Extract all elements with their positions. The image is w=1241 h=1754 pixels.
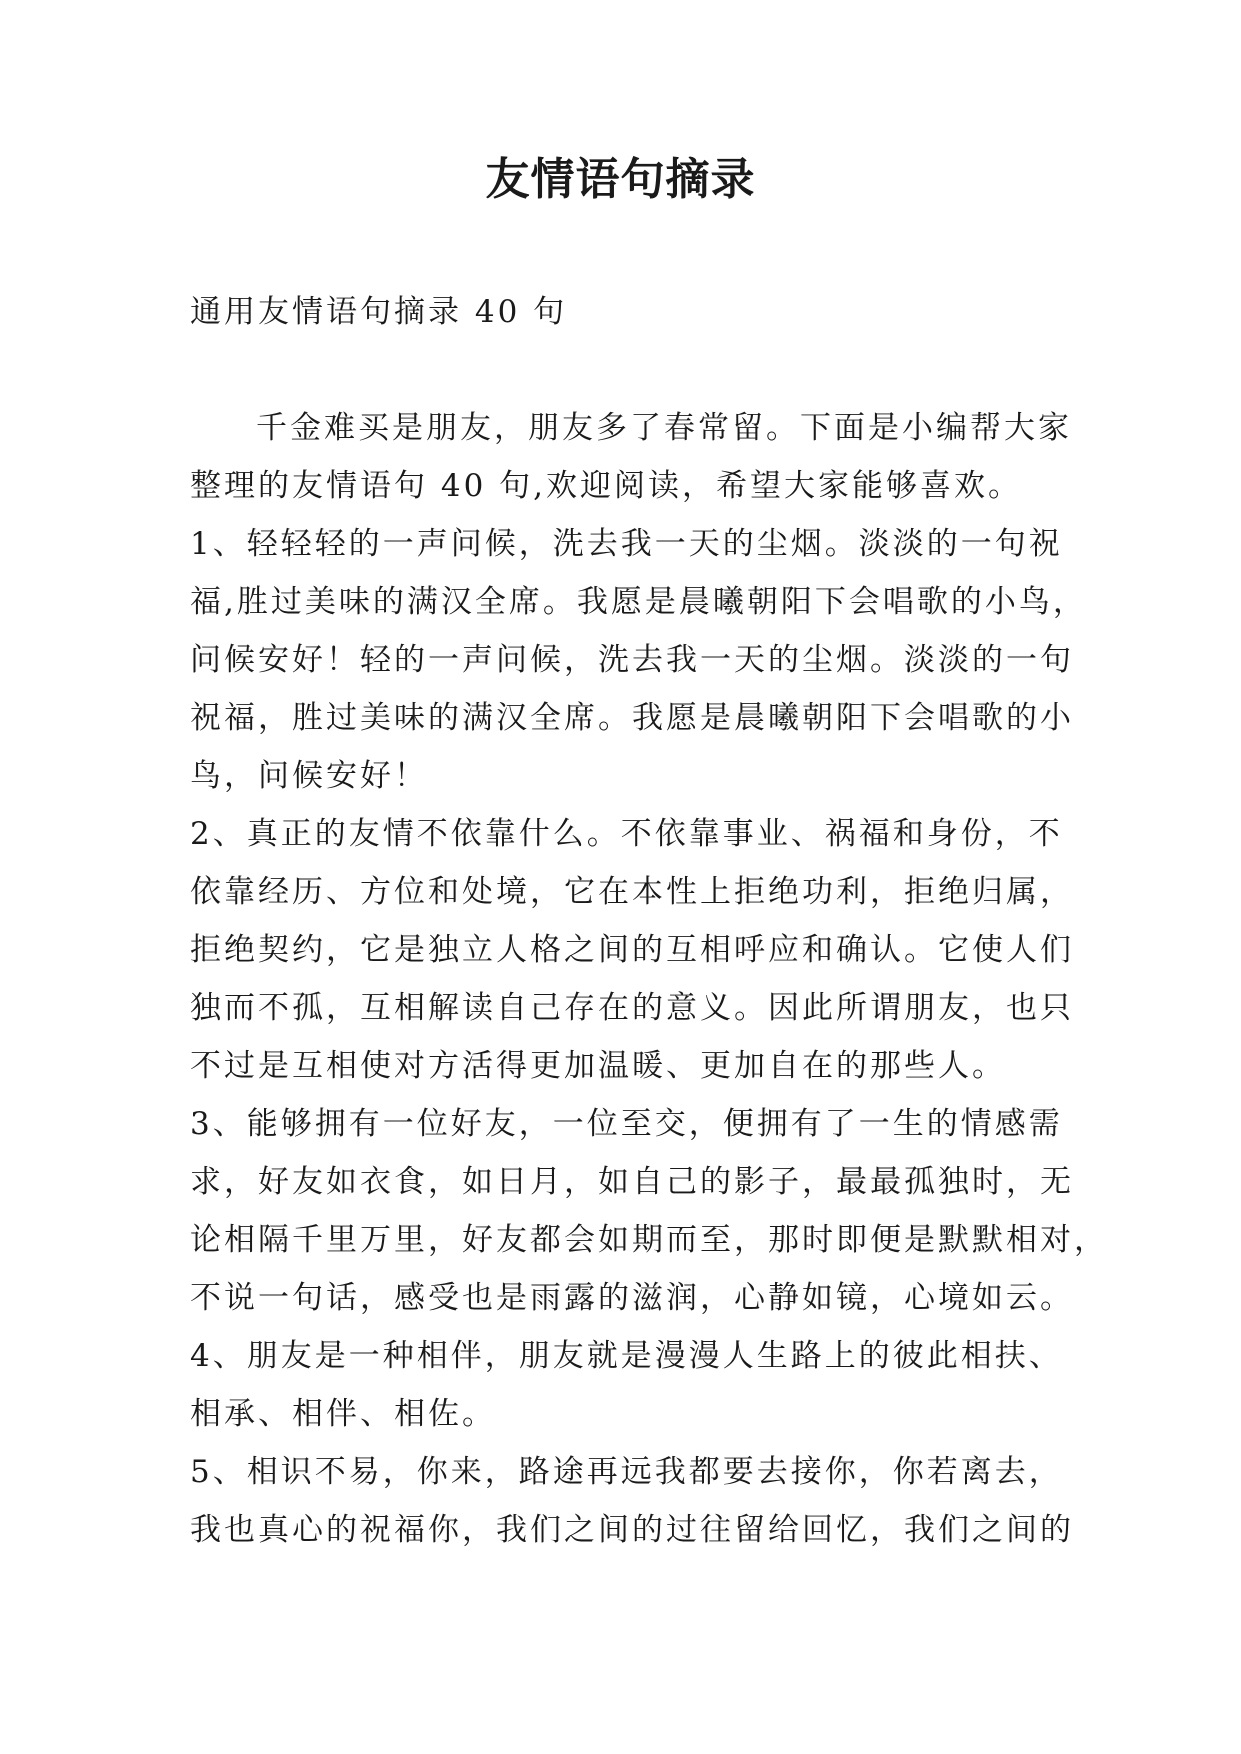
paragraph-line: 论相隔千里万里，好友都会如期而至，那时即便是默默相对， (190, 1222, 1108, 1258)
paragraph-line: 祝福，胜过美味的满汉全席。我愿是晨曦朝阳下会唱歌的小 (190, 700, 1074, 736)
paragraph-line: 不过是互相使对方活得更加温暖、更加自在的那些人。 (190, 1048, 1006, 1084)
document-body (190, 283, 1108, 1559)
paragraph-line: 鸟，问候安好！ (190, 758, 428, 794)
quote-paragraph-1 (190, 515, 1087, 805)
quote-paragraph-5 (190, 1443, 1074, 1559)
paragraph-line: 求，好友如衣食，如日月，如自己的影子，最最孤独时，无 (190, 1164, 1074, 1200)
quote-paragraph-4 (190, 1327, 1070, 1443)
quote-paragraph-3 (190, 1095, 1108, 1327)
paragraph-line: 2、真正的友情不依靠什么。不依靠事业、祸福和身份，不 (190, 816, 1063, 852)
paragraph-line: 拒绝契约，它是独立人格之间的互相呼应和确认。它使人们 (190, 932, 1074, 968)
paragraph-line: 1、轻轻轻的一声问候，洗去我一天的尘烟。淡淡的一句祝 (190, 526, 1063, 562)
document-subtitle: 通用友情语句摘录 40 句 (190, 294, 568, 330)
paragraph-line: 依靠经历、方位和处境，它在本性上拒绝功利，拒绝归属， (190, 874, 1074, 910)
paragraph-line: 福,胜过美味的满汉全席。我愿是晨曦朝阳下会唱歌的小鸟， (190, 584, 1087, 620)
document-title: 友情语句摘录 (485, 154, 756, 205)
paragraph-line: 整理的友情语句 40 句,欢迎阅读，希望大家能够喜欢。 (190, 468, 1023, 504)
paragraph-line: 我也真心的祝福你，我们之间的过往留给回忆，我们之间的 (190, 1512, 1074, 1548)
paragraph-line: 5、相识不易，你来，路途再远我都要去接你，你若离去， (190, 1454, 1063, 1490)
paragraph-line: 不说一句话，感受也是雨露的滋润，心静如镜，心境如云。 (190, 1280, 1074, 1316)
paragraph-line: 4、朋友是一种相伴，朋友就是漫漫人生路上的彼此相扶、 (190, 1338, 1063, 1374)
paragraph-line: 问候安好！轻的一声问候，洗去我一天的尘烟。淡淡的一句 (190, 642, 1074, 678)
paragraph-line: 独而不孤，互相解读自己存在的意义。因此所谓朋友，也只 (190, 990, 1074, 1026)
paragraph-line: 相承、相伴、相佐。 (190, 1396, 496, 1432)
paragraph-line: 千金难买是朋友，朋友多了春常留。下面是小编帮大家 (256, 410, 1072, 446)
intro-paragraph (190, 399, 1070, 515)
quote-paragraph-2 (190, 805, 1074, 1095)
paragraph-line: 3、能够拥有一位好友，一位至交，便拥有了一生的情感需 (190, 1106, 1063, 1142)
